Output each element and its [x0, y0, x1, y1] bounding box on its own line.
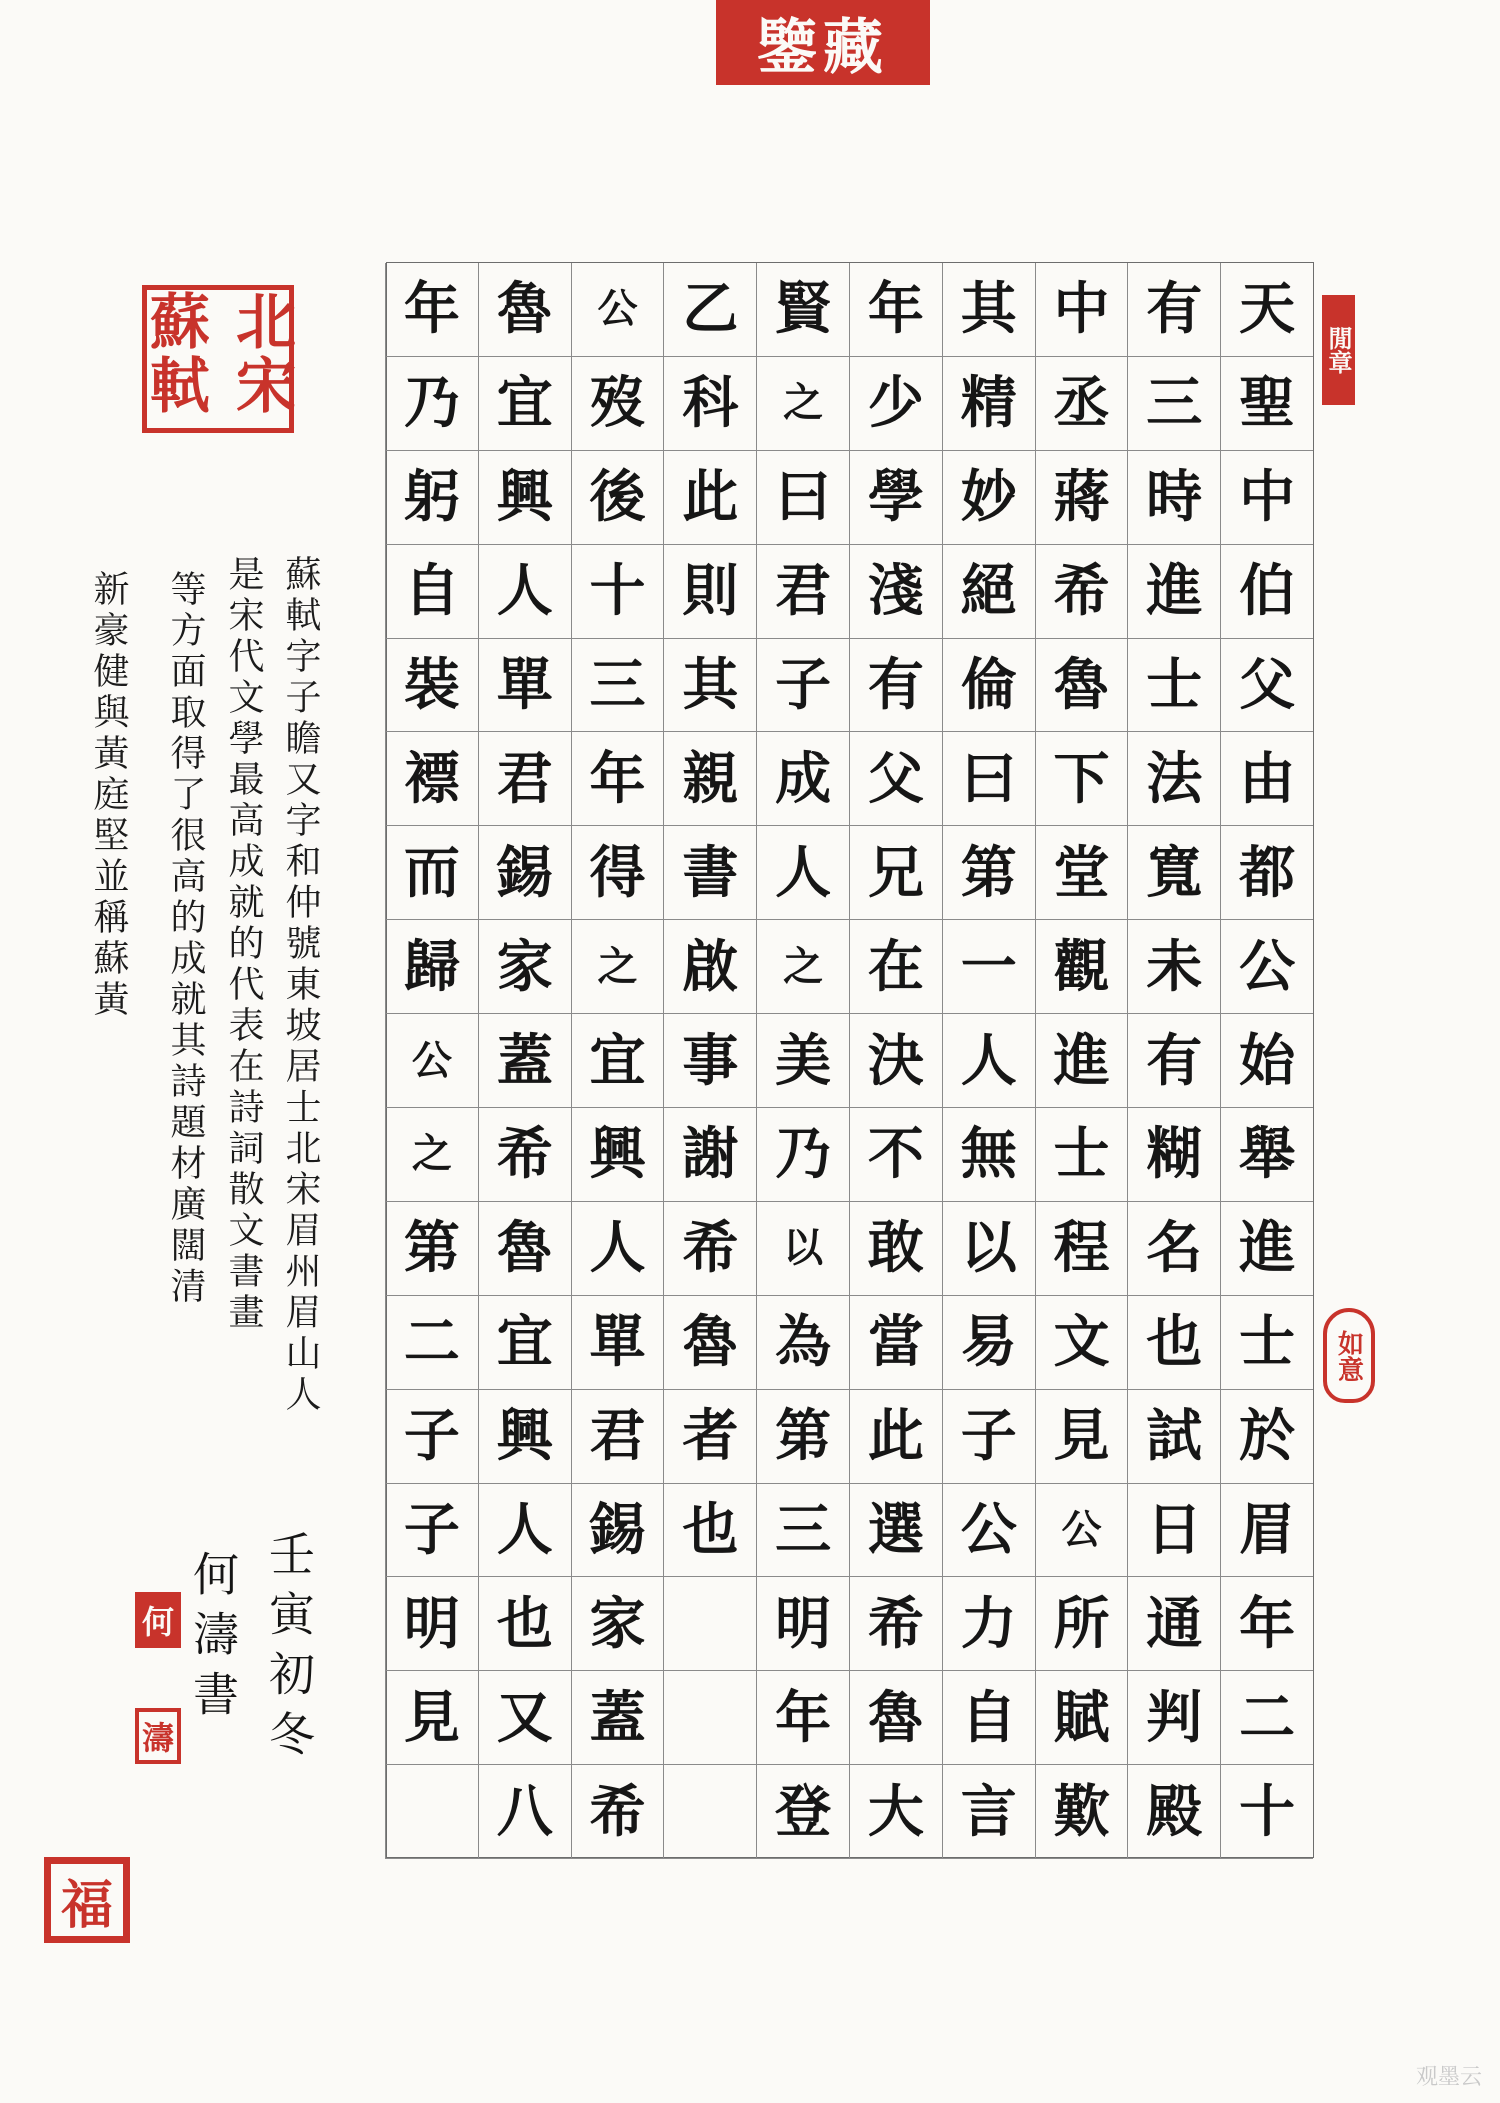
grid-cell: 歸 — [385, 920, 478, 1014]
grid-cell: 名 — [1127, 1202, 1220, 1296]
grid-cell: 希 — [571, 1765, 664, 1859]
commentary-column: 是宋代文學最高成就的代表在詩詞散文書畫 — [223, 555, 264, 1334]
grid-cell: 所 — [1035, 1577, 1128, 1671]
grid-cell: 歎 — [1035, 1765, 1128, 1859]
grid-cell: 則 — [663, 545, 756, 639]
signature-artist: 何濤書 — [186, 1550, 240, 1730]
grid-cell: 曰 — [756, 451, 849, 545]
grid-cell: 親 — [663, 732, 756, 826]
grid-cell: 乃 — [385, 357, 478, 451]
grid-cell: 子 — [385, 1484, 478, 1578]
grid-cell: 魯 — [1035, 639, 1128, 733]
grid-cell: 人 — [942, 1014, 1035, 1108]
grid-cell: 啟 — [663, 920, 756, 1014]
commentary-column: 等方面取得了很高的成就其詩題材廣闊清 — [165, 570, 206, 1308]
grid-cell: 進 — [1035, 1014, 1128, 1108]
grid-cell: 有 — [849, 639, 942, 733]
grid-cell: 年 — [1220, 1577, 1313, 1671]
top-left-seal: 北宋蘇軾 — [142, 285, 294, 433]
grid-cell: 見 — [385, 1671, 478, 1765]
grid-cell: 事 — [663, 1014, 756, 1108]
grid-cell: 絕 — [942, 545, 1035, 639]
grid-cell: 眉 — [1220, 1484, 1313, 1578]
grid-cell: 二 — [385, 1296, 478, 1390]
grid-cell: 第 — [385, 1202, 478, 1296]
grid-cell: 力 — [942, 1577, 1035, 1671]
grid-cell: 明 — [385, 1577, 478, 1671]
grid-cell: 始 — [1220, 1014, 1313, 1108]
grid-cell: 寬 — [1127, 826, 1220, 920]
watermark-logo: 观墨云 — [1415, 2065, 1482, 2090]
grid-cell: 賦 — [1035, 1671, 1128, 1765]
grid-cell: 裝 — [385, 639, 478, 733]
gourd-seal: 如意 — [1323, 1308, 1375, 1403]
grid-cell: 年 — [385, 263, 478, 357]
grid-cell: 興 — [478, 1390, 571, 1484]
grid-cell: 此 — [663, 451, 756, 545]
grid-cell: 宜 — [478, 357, 571, 451]
grid-cell: 成 — [756, 732, 849, 826]
grid-cell: 八 — [478, 1765, 571, 1859]
grid-cell: 明 — [756, 1577, 849, 1671]
grid-cell: 之 — [756, 357, 849, 451]
grid-cell: 也 — [1127, 1296, 1220, 1390]
main-text-grid — [386, 262, 1314, 1858]
grid-cell: 二 — [1220, 1671, 1313, 1765]
grid-cell: 以 — [942, 1202, 1035, 1296]
grid-cell: 得 — [571, 826, 664, 920]
grid-cell: 三 — [756, 1484, 849, 1578]
grid-cell: 年 — [571, 732, 664, 826]
grid-cell: 大 — [849, 1765, 942, 1859]
grid-cell: 家 — [478, 920, 571, 1014]
grid-cell: 妙 — [942, 451, 1035, 545]
signature-date: 壬寅初冬 — [262, 1530, 316, 1770]
grid-cell: 未 — [1127, 920, 1220, 1014]
grid-cell: 聖 — [1220, 357, 1313, 451]
grid-cell: 倫 — [942, 639, 1035, 733]
grid-cell: 十 — [1220, 1765, 1313, 1859]
grid-cell: 易 — [942, 1296, 1035, 1390]
grid-cell: 進 — [1127, 545, 1220, 639]
grid-cell: 興 — [571, 1108, 664, 1202]
grid-cell: 言 — [942, 1765, 1035, 1859]
grid-cell: 見 — [1035, 1390, 1128, 1484]
grid-cell: 士 — [1220, 1296, 1313, 1390]
grid-cell: 謝 — [663, 1108, 756, 1202]
grid-cell: 有 — [1127, 263, 1220, 357]
grid-cell: 希 — [849, 1577, 942, 1671]
grid-cell: 其 — [663, 639, 756, 733]
grid-cell: 天 — [1220, 263, 1313, 357]
grid-cell: 君 — [478, 732, 571, 826]
grid-cell: 不 — [849, 1108, 942, 1202]
grid-cell: 公 — [942, 1484, 1035, 1578]
grid-cell: 之 — [571, 920, 664, 1014]
grid-cell: 公 — [385, 1014, 478, 1108]
grid-cell: 判 — [1127, 1671, 1220, 1765]
grid-cell: 曰 — [942, 732, 1035, 826]
grid-cell: 在 — [849, 920, 942, 1014]
grid-cell: 後 — [571, 451, 664, 545]
grid-cell: 進 — [1220, 1202, 1313, 1296]
grid-cell: 登 — [756, 1765, 849, 1859]
grid-cell: 下 — [1035, 732, 1128, 826]
grid-cell: 少 — [849, 357, 942, 451]
grid-cell: 中 — [1220, 451, 1313, 545]
grid-cell: 為 — [756, 1296, 849, 1390]
artist-seal-2: 濤 — [135, 1708, 181, 1764]
grid-cell: 當 — [849, 1296, 942, 1390]
grid-cell: 公 — [1220, 920, 1313, 1014]
commentary-column: 蘇軾字子瞻又字和仲號東坡居士北宋眉州眉山人 — [280, 555, 321, 1416]
top-seal: 鑒藏 — [716, 0, 930, 85]
grid-cell: 以 — [756, 1202, 849, 1296]
grid-cell: 有 — [1127, 1014, 1220, 1108]
grid-cell: 堂 — [1035, 826, 1128, 920]
grid-cell: 也 — [478, 1577, 571, 1671]
grid-cell: 父 — [1220, 639, 1313, 733]
grid-cell: 自 — [385, 545, 478, 639]
grid-cell: 於 — [1220, 1390, 1313, 1484]
grid-cell: 子 — [385, 1390, 478, 1484]
grid-cell: 錫 — [571, 1484, 664, 1578]
right-side-seal: 閒章 — [1322, 295, 1355, 405]
grid-cell: 又 — [478, 1671, 571, 1765]
grid-cell: 其 — [942, 263, 1035, 357]
grid-cell: 精 — [942, 357, 1035, 451]
grid-cell: 子 — [756, 639, 849, 733]
grid-cell: 試 — [1127, 1390, 1220, 1484]
grid-cell: 希 — [663, 1202, 756, 1296]
grid-cell: 父 — [849, 732, 942, 826]
grid-cell: 歿 — [571, 357, 664, 451]
grid-cell: 士 — [1035, 1108, 1128, 1202]
grid-cell: 美 — [756, 1014, 849, 1108]
artist-seal-1: 何 — [135, 1592, 181, 1648]
grid-cell: 君 — [756, 545, 849, 639]
grid-cell: 希 — [478, 1108, 571, 1202]
grid-cell: 一 — [942, 920, 1035, 1014]
grid-cell: 中 — [1035, 263, 1128, 357]
grid-cell: 程 — [1035, 1202, 1128, 1296]
grid-cell: 文 — [1035, 1296, 1128, 1390]
grid-cell: 時 — [1127, 451, 1220, 545]
grid-cell: 之 — [385, 1108, 478, 1202]
grid-cell: 人 — [756, 826, 849, 920]
grid-cell: 魯 — [478, 1202, 571, 1296]
grid-cell: 糊 — [1127, 1108, 1220, 1202]
grid-cell: 也 — [663, 1484, 756, 1578]
grid-cell — [663, 1671, 756, 1765]
bottom-seal: 福 — [44, 1857, 130, 1943]
grid-cell — [663, 1577, 756, 1671]
grid-cell: 此 — [849, 1390, 942, 1484]
grid-cell: 君 — [571, 1390, 664, 1484]
grid-cell: 蓋 — [478, 1014, 571, 1108]
grid-cell: 決 — [849, 1014, 942, 1108]
grid-cell: 年 — [756, 1671, 849, 1765]
grid-cell: 子 — [942, 1390, 1035, 1484]
grid-cell: 希 — [1035, 545, 1128, 639]
grid-cell: 丞 — [1035, 357, 1128, 451]
grid-cell: 伯 — [1220, 545, 1313, 639]
grid-cell: 通 — [1127, 1577, 1220, 1671]
grid-cell: 敢 — [849, 1202, 942, 1296]
grid-cell: 學 — [849, 451, 942, 545]
grid-cell: 躬 — [385, 451, 478, 545]
grid-cell: 三 — [1127, 357, 1220, 451]
grid-cell: 第 — [756, 1390, 849, 1484]
grid-cell: 公 — [1035, 1484, 1128, 1578]
grid-cell: 賢 — [756, 263, 849, 357]
grid-cell: 家 — [571, 1577, 664, 1671]
grid-cell: 三 — [571, 639, 664, 733]
grid-cell: 單 — [571, 1296, 664, 1390]
grid-cell: 魯 — [849, 1671, 942, 1765]
grid-cell: 興 — [478, 451, 571, 545]
grid-cell: 褾 — [385, 732, 478, 826]
grid-cell: 者 — [663, 1390, 756, 1484]
grid-cell: 法 — [1127, 732, 1220, 826]
grid-cell: 第 — [942, 826, 1035, 920]
grid-cell: 科 — [663, 357, 756, 451]
grid-cell: 人 — [478, 1484, 571, 1578]
grid-cell: 都 — [1220, 826, 1313, 920]
grid-cell: 觀 — [1035, 920, 1128, 1014]
commentary-column: 新豪健與黃庭堅並稱蘇黃 — [88, 570, 129, 1021]
grid-cell: 宜 — [571, 1014, 664, 1108]
grid-cell: 而 — [385, 826, 478, 920]
grid-cell: 魯 — [478, 263, 571, 357]
grid-cell: 乃 — [756, 1108, 849, 1202]
grid-cell: 公 — [571, 263, 664, 357]
grid-cell: 蓋 — [571, 1671, 664, 1765]
grid-cell: 乙 — [663, 263, 756, 357]
grid-cell: 單 — [478, 639, 571, 733]
grid-cell: 魯 — [663, 1296, 756, 1390]
grid-cell: 之 — [756, 920, 849, 1014]
grid-cell: 日 — [1127, 1484, 1220, 1578]
grid-cell: 十 — [571, 545, 664, 639]
grid-cell: 無 — [942, 1108, 1035, 1202]
grid-cell: 錫 — [478, 826, 571, 920]
grid-cell: 自 — [942, 1671, 1035, 1765]
grid-cell: 蔣 — [1035, 451, 1128, 545]
grid-cell — [385, 1765, 478, 1859]
grid-cell: 書 — [663, 826, 756, 920]
grid-cell — [663, 1765, 756, 1859]
grid-cell: 殿 — [1127, 1765, 1220, 1859]
grid-cell: 淺 — [849, 545, 942, 639]
grid-cell: 人 — [478, 545, 571, 639]
grid-cell: 舉 — [1220, 1108, 1313, 1202]
grid-cell: 年 — [849, 263, 942, 357]
grid-cell: 兄 — [849, 826, 942, 920]
grid-cell: 士 — [1127, 639, 1220, 733]
grid-cell: 由 — [1220, 732, 1313, 826]
grid-cell: 選 — [849, 1484, 942, 1578]
grid-cell: 宜 — [478, 1296, 571, 1390]
grid-cell: 人 — [571, 1202, 664, 1296]
